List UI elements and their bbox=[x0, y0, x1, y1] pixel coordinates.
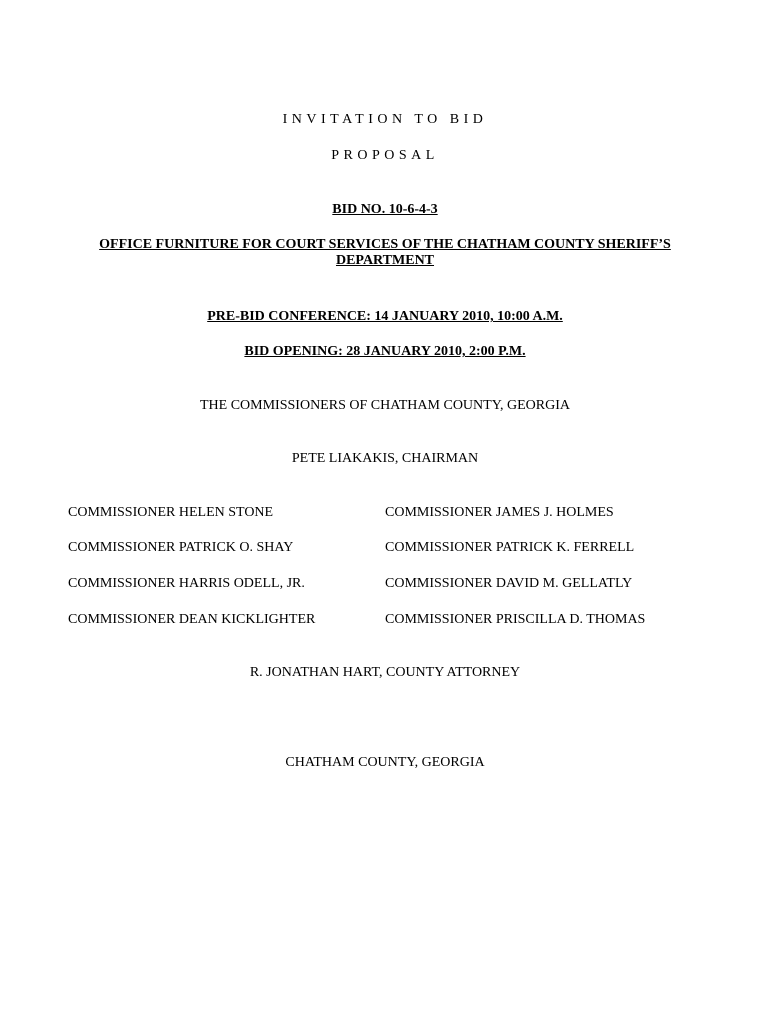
commissioner-right-3: COMMISSIONER DAVID M. GELLATLY bbox=[385, 576, 633, 591]
bid-number: BID NO. 10-6-4-3 bbox=[332, 202, 438, 217]
bid-opening: BID OPENING: 28 JANUARY 2010, 2:00 P.M. bbox=[244, 344, 526, 359]
document-footer: CHATHAM COUNTY, GEORGIA bbox=[285, 755, 485, 770]
pre-bid-conference: PRE-BID CONFERENCE: 14 JANUARY 2010, 10:00 A.M. bbox=[207, 309, 563, 324]
commissioner-left-4: COMMISSIONER DEAN KICKLIGHTER bbox=[68, 612, 316, 627]
document-heading: INVITATION TO BID bbox=[282, 112, 488, 127]
commissioner-right-1: COMMISSIONER JAMES J. HOLMES bbox=[385, 505, 614, 520]
commissioner-right-4: COMMISSIONER PRISCILLA D. THOMAS bbox=[385, 612, 646, 627]
commissioner-left-2: COMMISSIONER PATRICK O. SHAY bbox=[68, 540, 294, 555]
commissioner-left-3: COMMISSIONER HARRIS ODELL, JR. bbox=[68, 576, 305, 591]
commissioners-heading: THE COMMISSIONERS OF CHATHAM COUNTY, GEORGIA bbox=[200, 398, 570, 413]
commissioner-left-1: COMMISSIONER HELEN STONE bbox=[68, 505, 274, 520]
county-attorney: R. JONATHAN HART, COUNTY ATTORNEY bbox=[249, 665, 521, 680]
chairman: PETE LIAKAKIS, CHAIRMAN bbox=[291, 451, 479, 466]
project-title: OFFICE FURNITURE FOR COURT SERVICES OF THE CHATHAM COUNTY SHERIFF’S DEPARTMENT bbox=[99, 237, 671, 268]
document-subheading: PROPOSAL bbox=[331, 148, 439, 163]
commissioner-right-2: COMMISSIONER PATRICK K. FERRELL bbox=[385, 540, 635, 555]
